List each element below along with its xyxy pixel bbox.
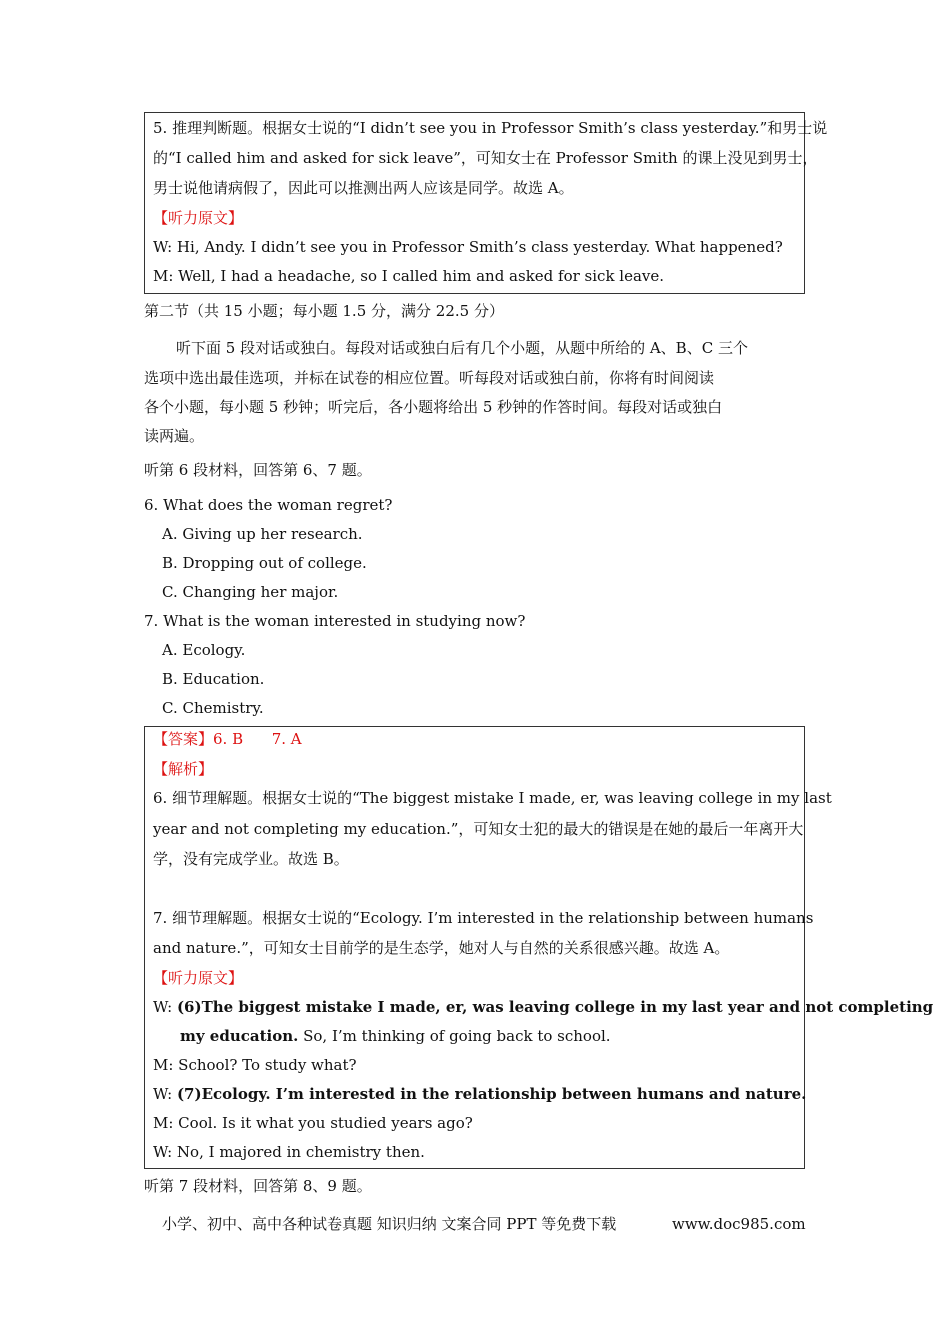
- transcript2-line5: W: No, I majored in chemistry then.: [153, 1143, 425, 1161]
- footer-text: 小学、初中、高中各种试卷真题 知识归纳 文案合同 PPT 等免费下载: [162, 1215, 617, 1233]
- transcript2-line1: [153, 997, 933, 1017]
- transcript2-line1-bold: (6)The biggest mistake I made, er, was leaving college in my last year and not completing: [176, 998, 934, 1016]
- transcript2-line2: M: School? To study what?: [153, 1056, 357, 1074]
- section-heading: 第二节（共 15 小题；每小题 1.5 分，满分 22.5 分）: [144, 302, 504, 320]
- analysis-q7-line2: and nature.”，可知女士目前学的是生态学，她对人与自然的关系很感兴趣。故选 A。: [153, 939, 730, 957]
- question-7-option-c: C. Chemistry.: [162, 699, 264, 717]
- material-7-heading: 听第 7 段材料，回答第 8、9 题。: [144, 1177, 372, 1195]
- transcript2-line3: [153, 1084, 806, 1104]
- answer-row: [153, 729, 302, 749]
- analysis-q6-line3: 学，没有完成学业。故选 B。: [153, 850, 349, 868]
- transcript-line-w: W: Hi, Andy. I didn’t see you in Professor Smith’s class yesterday. What happened?: [153, 238, 783, 256]
- instruction-line2: 选项中选出最佳选项，并标在试卷的相应位置。听每段对话或独白前，你将有时间阅读: [144, 369, 715, 387]
- analysis-q7-line1: 7. 细节理解题。根据女士说的“Ecology. I’m interested in the relationship between humans: [153, 909, 814, 927]
- transcript2-line3-bold: (7)Ecology. I’m interested in the relationship between humans and nature.: [176, 1085, 807, 1103]
- question-7-option-a: A. Ecology.: [162, 641, 246, 659]
- transcript2-line1-cont: [180, 1026, 611, 1046]
- instruction-line1: 听下面 5 段对话或独白。每段对话或独白后有几个小题，从题中所给的 A、B、C 三个: [176, 339, 748, 357]
- analysis-q5-line2: 的“I called him and asked for sick leave”，可知女士在 Professor Smith 的课上没见到男士，: [153, 149, 818, 167]
- transcript2-line4: M: Cool. Is it what you studied years ago?: [153, 1114, 473, 1132]
- analysis-q5-line1: 5. 推理判断题。根据女士说的“I didn’t see you in Professor Smith’s class yesterday.”和男士说: [153, 119, 828, 137]
- speaker-w: W:: [153, 998, 177, 1016]
- transcript2-line1-cont-bold: my education.: [180, 1027, 299, 1045]
- analysis-q6-line2: year and not completing my education.”，可知女士犯的最大的错误是在她的最后一年离开大: [153, 820, 804, 838]
- transcript-label-2: 【听力原文】: [153, 969, 244, 987]
- instruction-line3: 各个小题，每小题 5 秒钟；听完后，各小题将给出 5 秒钟的作答时间。每段对话或独白: [144, 398, 723, 416]
- answer-values: 6. B 7. A: [213, 730, 302, 748]
- analysis-q5-line3: 男士说他请病假了，因此可以推测出两人应该是同学。故选 A。: [153, 179, 574, 197]
- material-6-heading: 听第 6 段材料，回答第 6、7 题。: [144, 461, 372, 479]
- question-7-stem: 7. What is the woman interested in studying now?: [144, 612, 526, 630]
- analysis-box-q6-7: [144, 726, 934, 1169]
- question-6-option-a: A. Giving up her research.: [162, 525, 363, 543]
- transcript2-line1-cont-rest: So, I’m thinking of going back to school.: [298, 1027, 611, 1045]
- analysis-q6-line1: 6. 细节理解题。根据女士说的“The biggest mistake I made, er, was leaving college in my last: [153, 789, 832, 807]
- analysis-label: 【解析】: [153, 760, 214, 778]
- transcript-line-m: M: Well, I had a headache, so I called him and asked for sick leave.: [153, 267, 665, 285]
- analysis-box-q5: [144, 112, 828, 294]
- question-6-stem: 6. What does the woman regret?: [144, 496, 393, 514]
- question-6-option-c: C. Changing her major.: [162, 583, 339, 601]
- transcript-label: 【听力原文】: [153, 209, 244, 227]
- instruction-line4: 读两遍。: [144, 427, 205, 445]
- footer-url: www.doc985.com: [672, 1215, 806, 1233]
- question-6-option-b: B. Dropping out of college.: [162, 554, 367, 572]
- question-7-option-b: B. Education.: [162, 670, 265, 688]
- answer-label: 【答案】: [153, 730, 214, 748]
- speaker-w-2: W:: [153, 1085, 177, 1103]
